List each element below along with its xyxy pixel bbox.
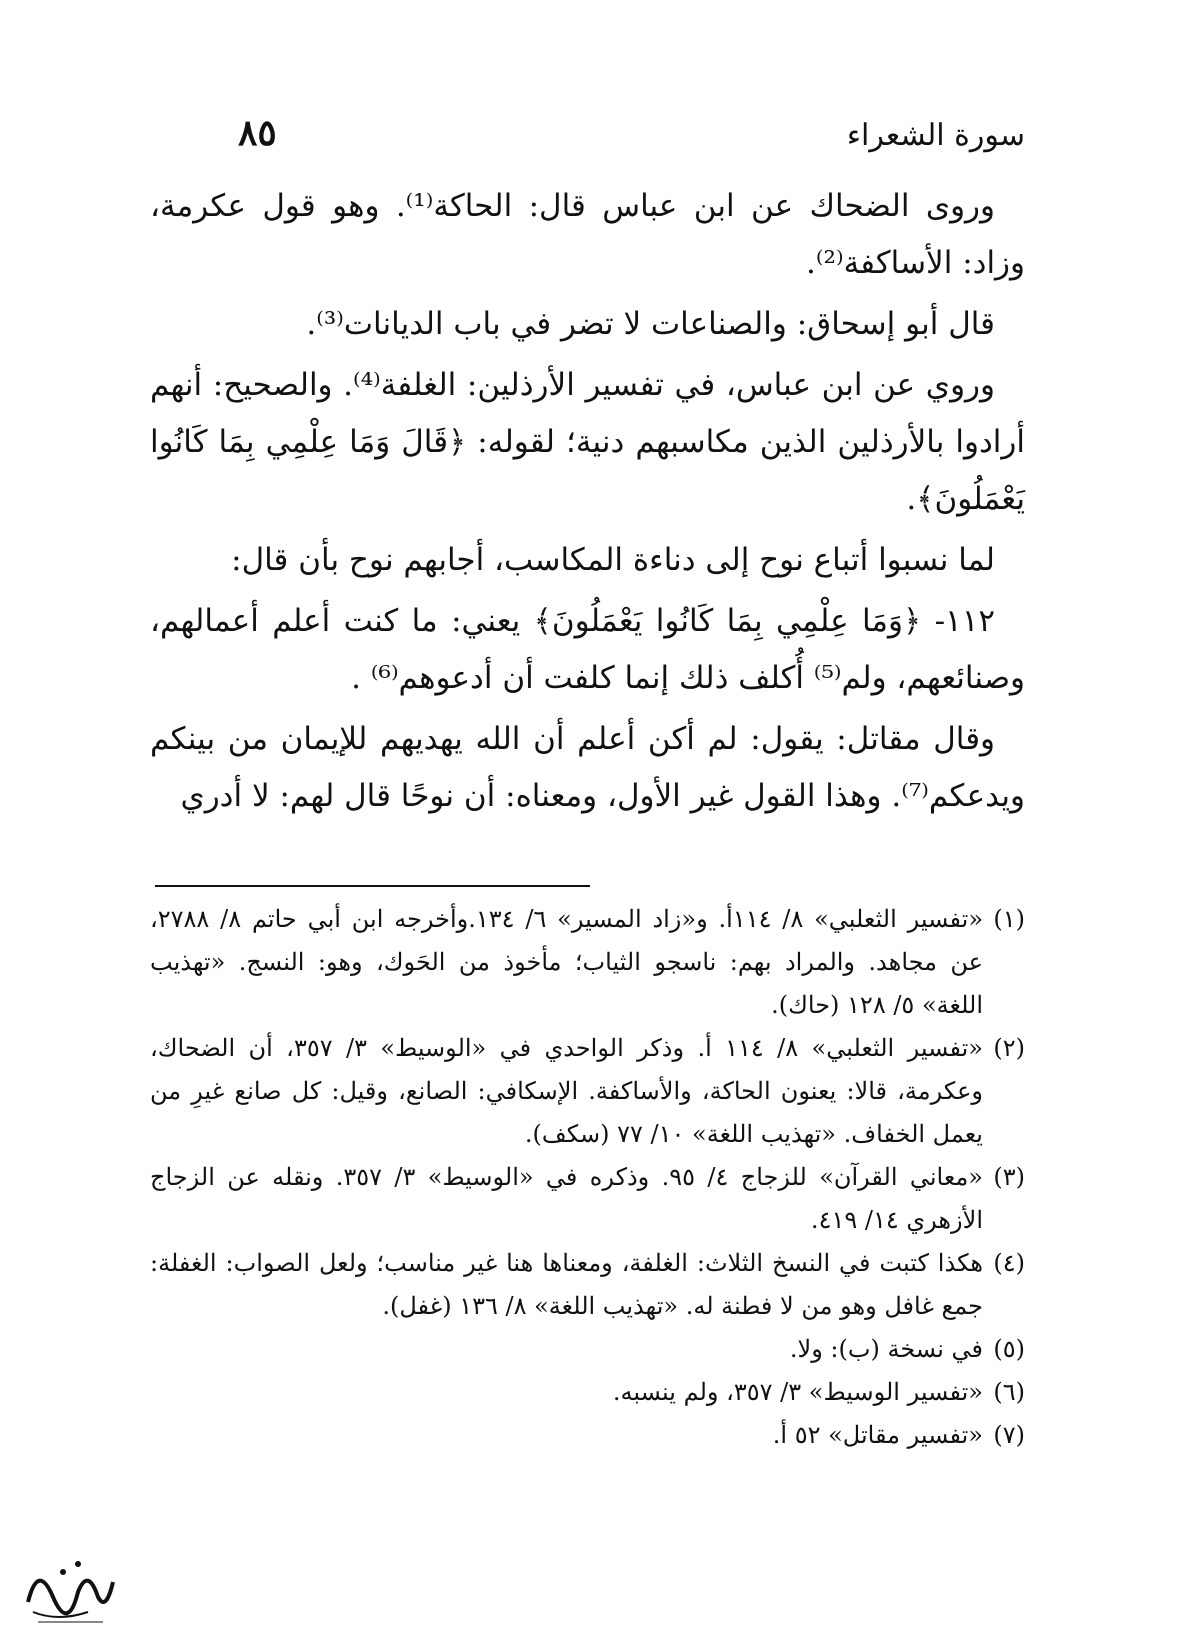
paragraph: لما نسبوا أتباع نوح إلى دناءة المكاسب، أجابهم نوح بأن قال: xyxy=(231,542,995,578)
footnote-number: (٢) xyxy=(993,1034,1025,1062)
page-number: ٨٥ xyxy=(238,112,277,154)
footnote-number: (٦) xyxy=(993,1378,1025,1406)
paragraph: وقال مقاتل: يقول: لم أكن أعلم أن الله يهديهم للإيمان من بينكم ويدعكم⁽⁷⁾. وهذا القول غير الأول، ومعناه: أن نوحًا قال لهم: لا أدري xyxy=(150,721,1025,814)
footnote xyxy=(150,1371,1025,1414)
footnote xyxy=(150,1027,1025,1156)
footnote-number: (٧) xyxy=(993,1421,1025,1449)
footnote-number: (٣) xyxy=(993,1163,1025,1191)
footnote-text: «تفسير مقاتل» ٥٢ أ. xyxy=(772,1421,983,1449)
main-text xyxy=(150,178,1025,829)
footnote-text: في نسخة (ب): ولا. xyxy=(789,1335,983,1363)
paragraph: وروي عن ابن عباس، في تفسير الأرذلين: الغلفة⁽⁴⁾. والصحيح: أنهم أرادوا بالأرذلين الذين مكاسبهم دنية؛ لقوله: ﴿قَالَ وَمَا عِلْمِي بِمَا كَانُوا يَعْمَلُونَ﴾. xyxy=(150,367,1025,517)
footnote xyxy=(150,1328,1025,1371)
footnote-text: «تفسير الثعلبي» ٨/ ١١٤ أ. وذكر الواحدي في «الوسيط» ٣/ ٣٥٧، أن الضحاك، وعكرمة، قالا: يعنون الحاكة، والأساكفة. الإسكافي: الصانع، وقيل: كل صانع غيرِ من يعمل الخفاف. «تهذيب اللغة» ١٠/ ٧٧ (سكف). xyxy=(150,1034,983,1148)
paragraph: وروى الضحاك عن ابن عباس قال: الحاكة⁽¹⁾. وهو قول عكرمة، وزاد: الأساكفة⁽²⁾. xyxy=(150,188,1025,281)
publisher-seal-logo xyxy=(18,1542,118,1632)
paragraph: قال أبو إسحاق: والصناعات لا تضر في باب الديانات⁽³⁾. xyxy=(306,306,995,342)
footnotes xyxy=(150,898,1025,1457)
footnote-text: «تفسير الوسيط» ٣/ ٣٥٧، ولم ينسبه. xyxy=(612,1378,983,1406)
seal-icon xyxy=(18,1542,118,1632)
footnote-text: «تفسير الثعلبي» ٨/ ١١٤أ. و«زاد المسير» ٦/ ١٣٤.وأخرجه ابن أبي حاتم ٨/ ٢٧٨٨، عن مجاهد. والمراد بهم: ناسجو الثياب؛ مأخوذ من الحَوك، وهو: النسج. «تهذيب اللغة» ٥/ ١٢٨ (حاك). xyxy=(150,905,984,1019)
footnote-divider xyxy=(155,885,590,887)
footnote-number: (٤) xyxy=(993,1249,1025,1277)
footnote-number: (٥) xyxy=(993,1335,1025,1363)
footnote xyxy=(150,1414,1025,1457)
footnote xyxy=(150,898,1025,1027)
footnote-number: (١) xyxy=(993,905,1025,933)
page-header xyxy=(150,108,1025,158)
footnote xyxy=(150,1156,1025,1242)
footnote-text: «معاني القرآن» للزجاج ٤/ ٩٥. وذكره في «الوسيط» ٣/ ٣٥٧. ونقله عن الزجاج الأزهري ١٤/ ٤١٩. xyxy=(150,1163,983,1234)
paragraph: ١١٢- ﴿وَمَا عِلْمِي بِمَا كَانُوا يَعْمَلُونَ﴾ يعني: ما كنت أعلم أعمالهم، وصنائعهم، ولم⁽⁵⁾ أُكلف ذلك إنما كلفت أن أدعوهم⁽⁶⁾ . xyxy=(150,603,1025,696)
footnote-text: هكذا كتبت في النسخ الثلاث: الغلفة، ومعناها هنا غير مناسب؛ ولعل الصواب: الغفلة: جمع غافل وهو من لا فطنة له. «تهذيب اللغة» ٨/ ١٣٦ (غفل). xyxy=(150,1249,983,1320)
footnote xyxy=(150,1242,1025,1328)
running-title: سورة الشعراء xyxy=(846,118,1025,153)
